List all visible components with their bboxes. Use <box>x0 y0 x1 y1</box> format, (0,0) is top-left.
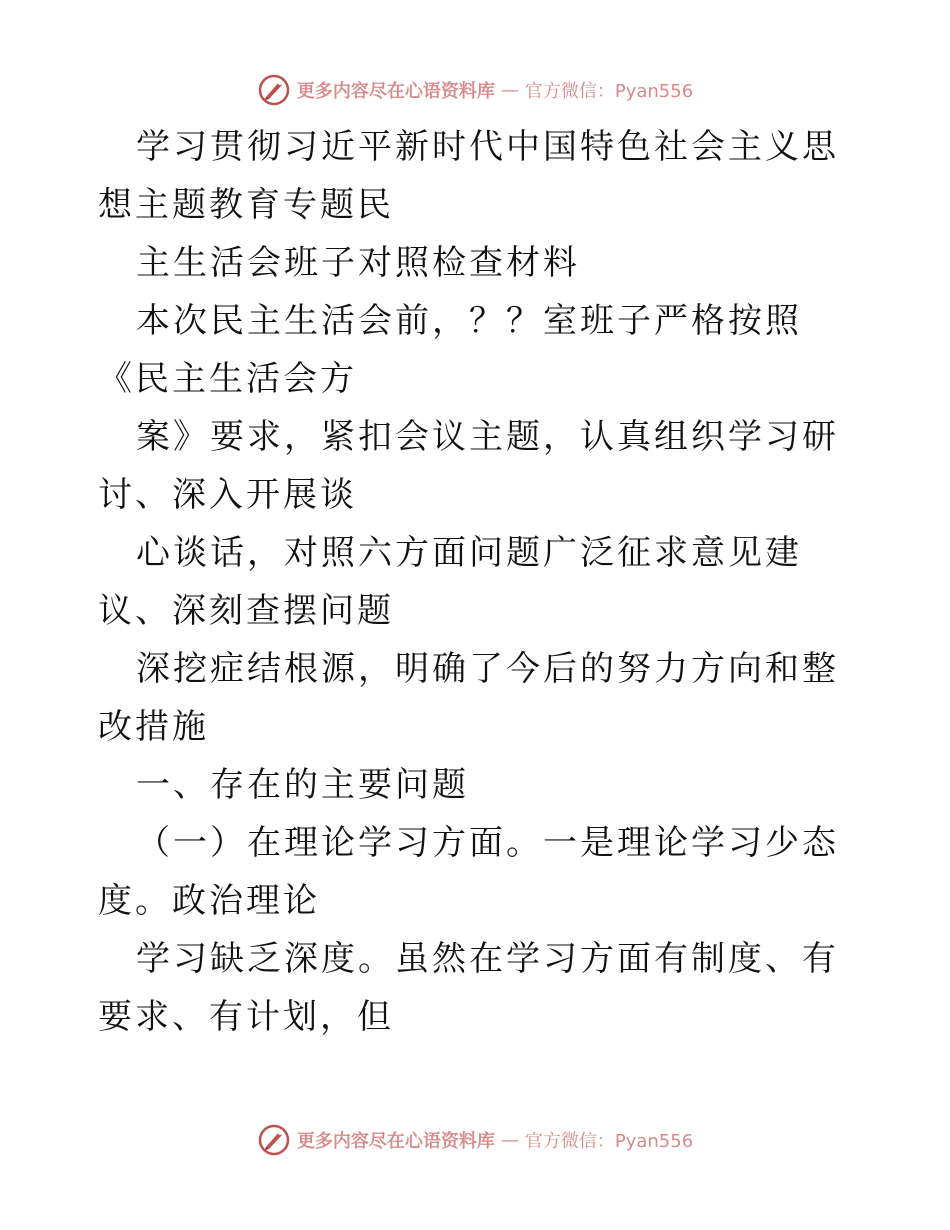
document-title-line-2: 主生活会班子对照检查材料 <box>136 243 580 283</box>
document-title-line-1: 学习贯彻习近平新时代中国特色社会主义思想主题教育专题民 <box>98 127 839 225</box>
site-name-text: 更多内容尽在心语资料库 <box>296 81 495 102</box>
body-paragraph: 本次民主生活会前，？？室班子严格按照《民主生活会方 <box>98 301 802 399</box>
body-paragraph: 心谈话，对照六方面问题广泛征求意见建议、深刻查摆问题 <box>98 533 802 631</box>
wechat-contact-text: 官方微信：Pyan556 <box>524 1131 694 1152</box>
body-paragraph: （一）在理论学习方面。一是理论学习少态度。政治理论 <box>98 823 839 921</box>
body-paragraph: 案》要求，紧扣会议主题，认真组织学习研讨、深入开展谈 <box>98 417 839 515</box>
document-body <box>98 118 858 1046</box>
body-paragraph: 深挖症结根源，明确了今后的努力方向和整改措施 <box>98 649 839 747</box>
body-paragraph: 学习缺乏深度。虽然在学习方面有制度、有要求、有计划，但 <box>98 939 839 1037</box>
banner-separator: — <box>500 1129 519 1151</box>
quill-pen-logo-icon <box>257 73 291 107</box>
wechat-contact-text: 官方微信：Pyan556 <box>524 81 694 102</box>
quill-pen-logo-icon <box>257 1123 291 1157</box>
header-watermark-banner <box>0 70 950 110</box>
footer-watermark-banner <box>0 1120 950 1160</box>
banner-separator: — <box>500 79 519 101</box>
section-heading: 一、存在的主要问题 <box>136 765 469 805</box>
site-name-text: 更多内容尽在心语资料库 <box>296 1131 495 1152</box>
